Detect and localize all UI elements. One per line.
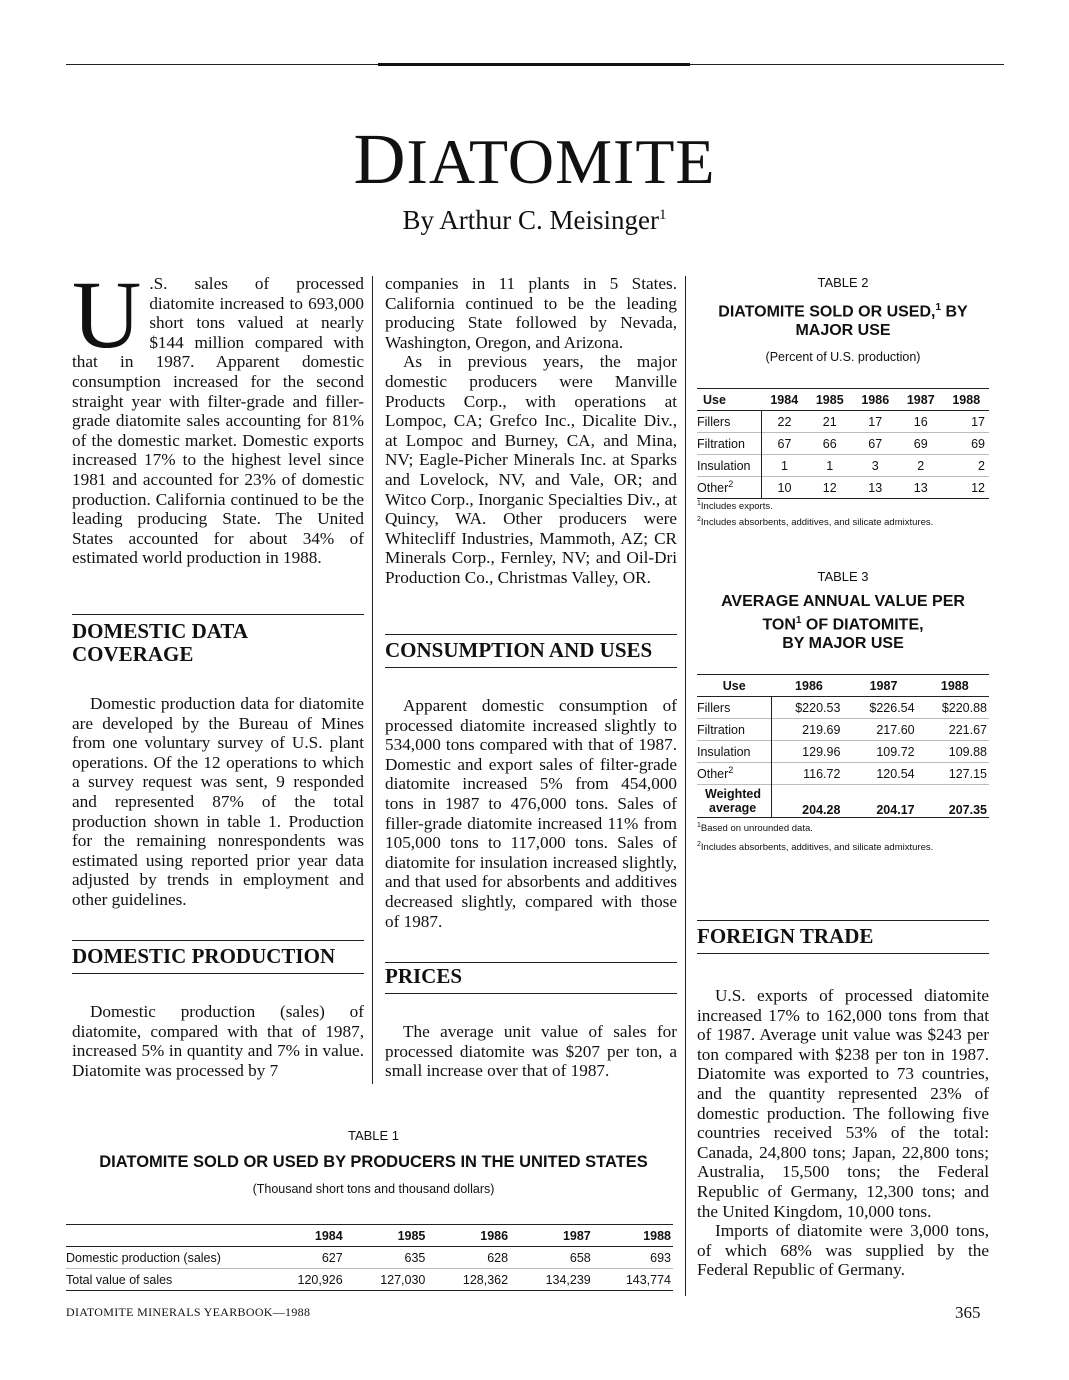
table2-header-1985: 1985 [815, 392, 844, 407]
top-rule-accent [378, 63, 690, 66]
table1-header-1985: 1985 [397, 1228, 426, 1243]
column-divider-1 [372, 276, 373, 1084]
table-row: Domestic production (sales) 627 635 628 658 693 [66, 1247, 673, 1269]
coverage-paragraph: Domestic production data for diatomite are developed by the Bureau of Mines from one voluntary survey of U.S. plant operations. Of the 12 operations to which a survey request was sent, 9 responded and represented 87% of the total production shown in table 1. Production for the remaining nonrespondents was estimated using reported prior year data adjusted by trends in employment and other guidelines. [72, 694, 364, 909]
table-row: Fillers 22 21 17 16 17 [697, 411, 989, 433]
table1-unit: (Thousand short tons and thousand dollars) [252, 1182, 495, 1196]
table3-header-1988: 1988 [940, 678, 969, 693]
table1-label: TABLE 1 [347, 1128, 400, 1143]
table2 [697, 388, 989, 499]
table1-header-row [66, 1225, 673, 1247]
table-row: Insulation 1 1 3 2 2 [697, 455, 989, 477]
table1-header-1986: 1986 [480, 1228, 509, 1243]
table2-header-1988: 1988 [952, 392, 981, 407]
table2-header-1987: 1987 [906, 392, 935, 407]
table-row: Filtration 67 66 67 69 69 [697, 433, 989, 455]
prices-paragraph: The average unit value of sales for processed diatomite was $207 per ton, a small increase over that of 1987. [385, 1022, 677, 1081]
table-row: Filtration 219.69 217.60 221.67 [697, 719, 989, 741]
table2-footnotes: $^1$Includes exports. $^2$Includes absorbents, additives, and silicate admixtures. [697, 500, 934, 529]
table3-header-1986: 1986 [795, 678, 823, 693]
table3-label: TABLE 3 [817, 569, 869, 584]
table3-footnotes: $^1$Based on unrounded data. $^2$Includes absorbents, additives, and silicate admixtures. [697, 822, 934, 854]
table1-title: DIATOMITE SOLD OR USED BY PRODUCERS IN THE UNITED STATES [99, 1153, 648, 1171]
table2-label: TABLE 2 [817, 275, 869, 290]
table1-header-1987: 1987 [562, 1228, 591, 1243]
byline: By Arthur C. Meisinger$^1$ [402, 205, 667, 235]
section-heading-prices: PRICES [385, 962, 677, 994]
table2-unit: (Percent of U.S. production) [765, 350, 921, 365]
table3-header-1987: 1987 [869, 678, 898, 693]
production-paragraph: Domestic production (sales) of diatomite, compared with that of 1987, increased 5% in quantity and 7% in value. Diatomite was processed by 7 [72, 1002, 364, 1080]
intro-paragraph [72, 261, 364, 568]
table1-header-1984: 1984 [314, 1228, 343, 1243]
table-row: Fillers $220.53 $226.54 $220.88 [697, 697, 989, 719]
page-title: DIATOMITE [353, 119, 716, 199]
table2-header-row [697, 389, 989, 411]
drop-cap: U [72, 261, 142, 368]
table1-header-1988: 1988 [643, 1228, 671, 1243]
intro-text: .S. sales of processed diatomite increased to 693,000 short tons valued at nearly $144 million compared with that in 1987. Apparent domestic consumption increased for the second straight year with filter-grade and filler-grade diatomite sales accounting for 81% of the domestic market. Domestic exports increased 17% to the highest level since 1981 and accounted for 23% of domestic production. California continued to be the leading producing State. The United States accounted for about 34% of estimated world production in 1988. [72, 274, 364, 568]
consumption-paragraph: Apparent domestic consumption of processed diatomite increased slightly to 534,000 tons compared with that of 1987. Domestic and export sales of filter-grade diatomite increased 5% from 454,000 tons in 1987 to 476,000 tons. Sales of filler-grade diatomite increased 11% from 105,000 tons to 117,000 tons. Sales of diatomite for insulation increased slightly, and that used for absorbents and additives decreased slightly, compared with those of 1987. [385, 696, 677, 931]
table1 [66, 1224, 673, 1291]
section-heading-consumption: CONSUMPTION AND USES [385, 634, 677, 668]
section-heading-coverage: DOMESTIC DATA COVERAGE [72, 614, 364, 672]
table3 [697, 674, 989, 818]
table2-caption [697, 275, 989, 364]
table2-header-1984: 1984 [770, 392, 799, 407]
table3-caption [697, 569, 989, 653]
table2-header-use: Use [703, 392, 726, 407]
table1-caption [66, 1128, 681, 1196]
column-divider-2 [685, 276, 686, 1296]
table3-title: AVERAGE ANNUAL VALUE PER TON$^1$ OF DIATOMITE, BY MAJOR USE [721, 593, 965, 653]
table3-weighted-row: Weighted average 204.28 204.17 207.35 [697, 785, 989, 818]
table2-title: DIATOMITE SOLD OR USED,$^1$ BY MAJOR USE [718, 302, 968, 340]
running-footer: DIATOMITE MINERALS YEARBOOK—1988 [66, 1305, 311, 1319]
page-number: 365 [955, 1303, 981, 1322]
table3-header-row [697, 675, 989, 697]
section-heading-production: DOMESTIC PRODUCTION [72, 940, 364, 974]
table-row: Insulation 129.96 109.72 109.88 [697, 741, 989, 763]
producers-paragraphs: companies in 11 plants in 5 States. California continued to be the leading producing State followed by Nevada, Washington, Oregon, and Arizona. As in previous years, the major domestic producers were Manville Products Corp., with operations at Lompoc, CA; Grefco Inc., Dicalite Div., at Lompoc and Burney, CA, and Mina, NV; Eagle-Picher Minerals Inc. at Sparks and Lovelock, NV, and Vale, OR; and Witco Corp., Inorganic Specialties Div., at Quincy, WA. Other producers were Whitecliff Industries, Mammoth, AZ; CR Minerals Corp., Fernley, NV; and Oil-Dri Production Co., Christmas Valley, OR. [385, 274, 677, 587]
table2-header-1986: 1986 [861, 392, 890, 407]
table-row: Other$^2$ 116.72 120.54 127.15 [697, 763, 989, 785]
table-row: Other$^2$ 10 12 13 13 12 [697, 477, 989, 499]
table3-header-use: Use [722, 678, 746, 693]
foreign-trade-paragraphs: U.S. exports of processed diatomite increased 17% to 162,000 tons from that of 1987. Average unit value was $243 per ton compared with $238 per ton in 1987. Diatomite was exported to 73 countries, and the quantity represented 23% of domestic production. The following five countries received 53% of the total: Canada, 24,800 tons; Japan, 22,800 tons; Australia, 15,500 tons; the Federal Republic of Germany, 12,300 tons; and the United Kingdom, 10,000 tons. Imports of diatomite were 3,000 tons, of which 68% was supplied by the Federal Republic of Germany. [697, 986, 989, 1280]
table-row: Total value of sales 120,926 127,030 128,362 134,239 143,774 [66, 1269, 673, 1291]
section-heading-foreign-trade: FOREIGN TRADE [697, 920, 989, 954]
